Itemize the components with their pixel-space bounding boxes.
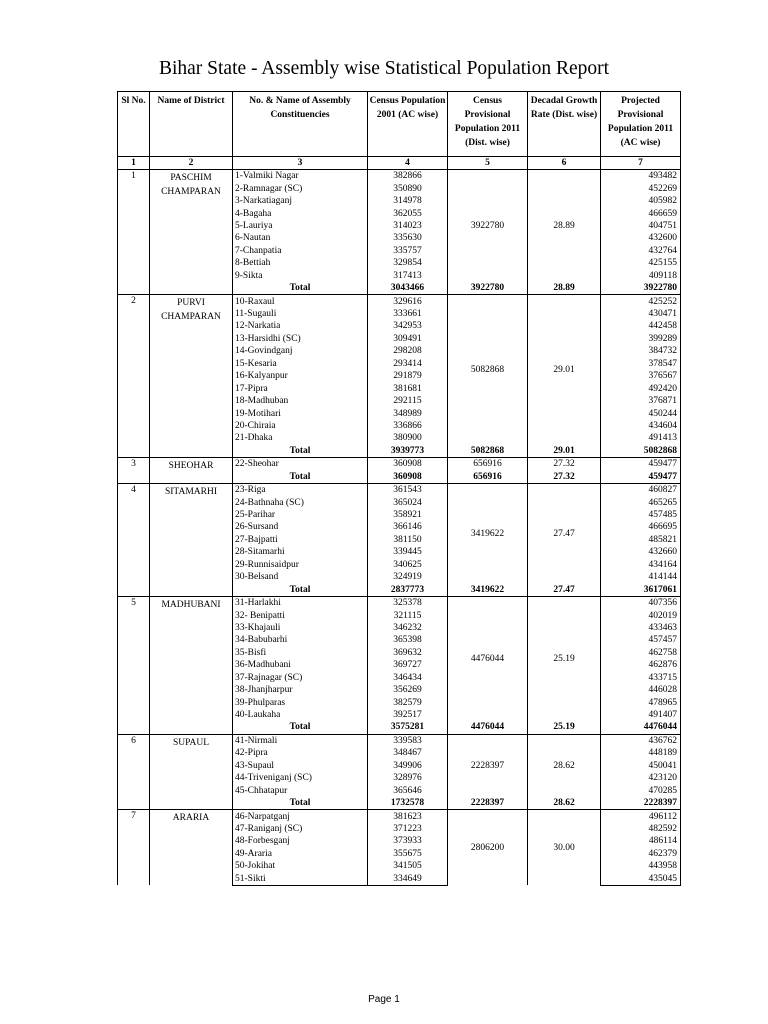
district-name: PASCHIM CHAMPARAN — [150, 170, 233, 295]
projected-value: 462876 — [601, 659, 681, 671]
constituency-name: 43-Supaul — [233, 760, 368, 772]
total-growth-rate: 28.62 — [528, 797, 601, 810]
projected-value: 450244 — [601, 407, 681, 419]
header-projected: Projected Provisional Population 2011 (AC wise) — [601, 92, 681, 157]
constituency-name: 37-Rajnagar (SC) — [233, 672, 368, 684]
census-2001-value: 392517 — [368, 709, 448, 721]
total-census-2001: 3575281 — [368, 721, 448, 734]
constituency-name: 15-Kesaria — [233, 358, 368, 370]
projected-value: 376567 — [601, 370, 681, 382]
census-2011-value: 2806200 — [448, 810, 528, 886]
projected-value: 384732 — [601, 345, 681, 357]
census-2001-value: 371223 — [368, 823, 448, 835]
header-sl: Sl No. — [118, 92, 150, 157]
census-2001-value: 348989 — [368, 407, 448, 419]
total-projected: 3922780 — [601, 282, 681, 295]
total-census-2001: 3043466 — [368, 282, 448, 295]
district-name: MADHUBANI — [150, 596, 233, 734]
projected-value: 435045 — [601, 873, 681, 886]
projected-value: 493482 — [601, 170, 681, 183]
census-2001-value: 339445 — [368, 546, 448, 558]
census-2001-value: 291879 — [368, 370, 448, 382]
district-sl-number: 5 — [118, 596, 150, 734]
projected-value: 430471 — [601, 308, 681, 320]
projected-value: 491413 — [601, 432, 681, 444]
total-census-2001: 1732578 — [368, 797, 448, 810]
growth-rate-value: 29.01 — [528, 295, 601, 445]
census-2001-value: 336866 — [368, 420, 448, 432]
constituency-name: 48-Forbesganj — [233, 835, 368, 847]
constituency-name: 26-Sursand — [233, 521, 368, 533]
census-2001-value: 381681 — [368, 382, 448, 394]
district-sl-number: 7 — [118, 810, 150, 886]
constituency-name: 47-Raniganj (SC) — [233, 823, 368, 835]
district-name: ARARIA — [150, 810, 233, 886]
census-2001-value: 369727 — [368, 659, 448, 671]
census-2001-value: 325378 — [368, 596, 448, 609]
projected-value: 434164 — [601, 559, 681, 571]
census-2001-value: 335630 — [368, 232, 448, 244]
projected-value: 376871 — [601, 395, 681, 407]
total-label: Total — [233, 583, 368, 596]
projected-value: 402019 — [601, 609, 681, 621]
census-2001-value: 328976 — [368, 772, 448, 784]
constituency-name: 13-Harsidhi (SC) — [233, 333, 368, 345]
district-sl-number: 3 — [118, 458, 150, 484]
census-2001-value: 365024 — [368, 496, 448, 508]
constituency-name: 42-Pipra — [233, 747, 368, 759]
census-2001-value: 366146 — [368, 521, 448, 533]
projected-value: 457457 — [601, 634, 681, 646]
table-body — [118, 170, 681, 886]
projected-value: 432600 — [601, 232, 681, 244]
constituency-name: 12-Narkatia — [233, 320, 368, 332]
census-2001-value: 360908 — [368, 458, 448, 471]
growth-rate-value: 28.62 — [528, 734, 601, 797]
projected-value: 466659 — [601, 207, 681, 219]
total-growth-rate: 27.32 — [528, 471, 601, 484]
constituency-name: 35-Bisfi — [233, 647, 368, 659]
census-2001-value: 356269 — [368, 684, 448, 696]
column-number: 1 — [118, 157, 150, 170]
district-sl-number: 1 — [118, 170, 150, 295]
projected-value: 452269 — [601, 182, 681, 194]
total-census-2001: 360908 — [368, 471, 448, 484]
total-projected: 2228397 — [601, 797, 681, 810]
header-growth-rate: Decadal Growth Rate (Dist. wise) — [528, 92, 601, 157]
census-2001-value: 349906 — [368, 760, 448, 772]
total-label: Total — [233, 445, 368, 458]
constituency-name: 23-Riga — [233, 483, 368, 496]
census-2001-value: 324919 — [368, 571, 448, 583]
census-2001-value: 340625 — [368, 559, 448, 571]
constituency-name: 38-Jhanjharpur — [233, 684, 368, 696]
total-projected: 3617061 — [601, 583, 681, 596]
projected-value: 414144 — [601, 571, 681, 583]
total-census-2001: 2837773 — [368, 583, 448, 596]
constituency-name: 31-Harlakhi — [233, 596, 368, 609]
total-growth-rate: 28.89 — [528, 282, 601, 295]
projected-value: 470285 — [601, 784, 681, 796]
constituency-name: 3-Narkatiaganj — [233, 195, 368, 207]
total-label: Total — [233, 797, 368, 810]
census-2001-value: 381623 — [368, 810, 448, 823]
growth-rate-value: 28.89 — [528, 170, 601, 282]
census-2001-value: 309491 — [368, 333, 448, 345]
constituency-name: 40-Laukaha — [233, 709, 368, 721]
constituency-name: 10-Raxaul — [233, 295, 368, 308]
constituency-name: 17-Pipra — [233, 382, 368, 394]
projected-value: 496112 — [601, 810, 681, 823]
header-census-2011: Census Provisional Population 2011 (Dist. wise) — [448, 92, 528, 157]
total-projected: 4476044 — [601, 721, 681, 734]
projected-value: 457485 — [601, 509, 681, 521]
projected-value: 486114 — [601, 835, 681, 847]
census-2001-value: 314978 — [368, 195, 448, 207]
district-name: SUPAUL — [150, 734, 233, 810]
constituency-name: 9-Sikta — [233, 270, 368, 282]
census-2011-value: 5082868 — [448, 295, 528, 445]
table-row — [118, 483, 681, 496]
header-census-2001: Census Population 2001 (AC wise) — [368, 92, 448, 157]
constituency-name: 28-Sitamarhi — [233, 546, 368, 558]
table-row — [118, 734, 681, 747]
report-title: Bihar State - Assembly wise Statistical Population Report — [158, 58, 610, 79]
constituency-name: 14-Govindganj — [233, 345, 368, 357]
census-2001-value: 380900 — [368, 432, 448, 444]
projected-value: 485821 — [601, 534, 681, 546]
constituency-name: 41-Nirmali — [233, 734, 368, 747]
census-2001-value: 292115 — [368, 395, 448, 407]
projected-value: 436762 — [601, 734, 681, 747]
census-2001-value: 361543 — [368, 483, 448, 496]
projected-value: 407356 — [601, 596, 681, 609]
census-2001-value: 381150 — [368, 534, 448, 546]
projected-value: 433715 — [601, 672, 681, 684]
constituency-name: 22-Sheohar — [233, 458, 368, 471]
column-number: 3 — [233, 157, 368, 170]
census-2001-value: 329854 — [368, 257, 448, 269]
census-2001-value: 355675 — [368, 848, 448, 860]
census-2011-value: 4476044 — [448, 596, 528, 721]
total-label: Total — [233, 721, 368, 734]
column-number-row — [118, 157, 681, 170]
total-census-2011: 656916 — [448, 471, 528, 484]
column-number: 2 — [150, 157, 233, 170]
growth-rate-value: 25.19 — [528, 596, 601, 721]
projected-value: 448189 — [601, 747, 681, 759]
projected-value: 446028 — [601, 684, 681, 696]
total-census-2011: 3922780 — [448, 282, 528, 295]
growth-rate-value: 27.47 — [528, 483, 601, 583]
projected-value: 491407 — [601, 709, 681, 721]
constituency-name: 39-Phulparas — [233, 696, 368, 708]
constituency-name: 33-Khajauli — [233, 622, 368, 634]
projected-value: 434604 — [601, 420, 681, 432]
constituency-name: 6-Nautan — [233, 232, 368, 244]
projected-value: 425155 — [601, 257, 681, 269]
total-growth-rate: 29.01 — [528, 445, 601, 458]
projected-value: 465265 — [601, 496, 681, 508]
projected-value: 423120 — [601, 772, 681, 784]
table-row — [118, 458, 681, 471]
table-row — [118, 170, 681, 183]
constituency-name: 34-Babubarhi — [233, 634, 368, 646]
census-2001-value: 369632 — [368, 647, 448, 659]
census-2001-value: 334649 — [368, 873, 448, 886]
total-growth-rate: 27.47 — [528, 583, 601, 596]
census-2001-value: 382866 — [368, 170, 448, 183]
total-projected: 5082868 — [601, 445, 681, 458]
header-constituency: No. & Name of Assembly Constituencies — [233, 92, 368, 157]
constituency-name: 51-Sikti — [233, 873, 368, 886]
total-growth-rate: 25.19 — [528, 721, 601, 734]
projected-value: 466695 — [601, 521, 681, 533]
constituency-name: 29-Runnisaidpur — [233, 559, 368, 571]
constituency-name: 30-Belsand — [233, 571, 368, 583]
projected-value: 425252 — [601, 295, 681, 308]
projected-value: 462379 — [601, 848, 681, 860]
census-2001-value: 329616 — [368, 295, 448, 308]
projected-value: 450041 — [601, 760, 681, 772]
population-table — [117, 91, 681, 886]
total-census-2011: 2228397 — [448, 797, 528, 810]
column-number: 5 — [448, 157, 528, 170]
district-name: PURVI CHAMPARAN — [150, 295, 233, 458]
growth-rate-value: 30.00 — [528, 810, 601, 886]
census-2001-value: 362055 — [368, 207, 448, 219]
constituency-name: 50-Jokihat — [233, 860, 368, 872]
header-district: Name of District — [150, 92, 233, 157]
projected-value: 460827 — [601, 483, 681, 496]
district-sl-number: 6 — [118, 734, 150, 810]
projected-value: 409118 — [601, 270, 681, 282]
constituency-name: 5-Lauriya — [233, 220, 368, 232]
projected-value: 432660 — [601, 546, 681, 558]
census-2001-value: 317413 — [368, 270, 448, 282]
constituency-name: 20-Chiraia — [233, 420, 368, 432]
constituency-name: 44-Triveniganj (SC) — [233, 772, 368, 784]
constituency-name: 1-Valmiki Nagar — [233, 170, 368, 183]
projected-value: 433463 — [601, 622, 681, 634]
total-census-2001: 3939773 — [368, 445, 448, 458]
constituency-name: 21-Dhaka — [233, 432, 368, 444]
header-row — [118, 92, 681, 157]
column-number: 7 — [601, 157, 681, 170]
census-2001-value: 342953 — [368, 320, 448, 332]
constituency-name: 46-Narpatganj — [233, 810, 368, 823]
projected-value: 442458 — [601, 320, 681, 332]
census-2001-value: 348467 — [368, 747, 448, 759]
total-label: Total — [233, 471, 368, 484]
district-sl-number: 2 — [118, 295, 150, 458]
projected-value: 404751 — [601, 220, 681, 232]
constituency-name: 2-Ramnagar (SC) — [233, 182, 368, 194]
census-2001-value: 365646 — [368, 784, 448, 796]
growth-rate-value: 27.32 — [528, 458, 601, 471]
census-2011-value: 656916 — [448, 458, 528, 471]
constituency-name: 36-Madhubani — [233, 659, 368, 671]
total-census-2011: 3419622 — [448, 583, 528, 596]
total-projected: 459477 — [601, 471, 681, 484]
census-2011-value: 3419622 — [448, 483, 528, 583]
constituency-name: 18-Madhuban — [233, 395, 368, 407]
page-number: Page 1 — [368, 994, 400, 1005]
census-2001-value: 373933 — [368, 835, 448, 847]
constituency-name: 11-Sugauli — [233, 308, 368, 320]
census-2011-value: 2228397 — [448, 734, 528, 797]
table-row — [118, 810, 681, 823]
census-2001-value: 314023 — [368, 220, 448, 232]
projected-value: 459477 — [601, 458, 681, 471]
census-2001-value: 346232 — [368, 622, 448, 634]
district-name: SITAMARHI — [150, 483, 233, 596]
census-2001-value: 346434 — [368, 672, 448, 684]
projected-value: 482592 — [601, 823, 681, 835]
constituency-name: 25-Parihar — [233, 509, 368, 521]
total-census-2011: 5082868 — [448, 445, 528, 458]
projected-value: 378547 — [601, 358, 681, 370]
table-row — [118, 596, 681, 609]
projected-value: 492420 — [601, 382, 681, 394]
column-number: 4 — [368, 157, 448, 170]
census-2001-value: 382579 — [368, 696, 448, 708]
total-label: Total — [233, 282, 368, 295]
projected-value: 443958 — [601, 860, 681, 872]
projected-value: 462758 — [601, 647, 681, 659]
constituency-name: 32- Benipatti — [233, 609, 368, 621]
projected-value: 432764 — [601, 245, 681, 257]
column-number: 6 — [528, 157, 601, 170]
census-2001-value: 333661 — [368, 308, 448, 320]
constituency-name: 4-Bagaha — [233, 207, 368, 219]
constituency-name: 7-Chanpatia — [233, 245, 368, 257]
constituency-name: 49-Araria — [233, 848, 368, 860]
census-2001-value: 298208 — [368, 345, 448, 357]
district-name: SHEOHAR — [150, 458, 233, 484]
total-census-2011: 4476044 — [448, 721, 528, 734]
projected-value: 478965 — [601, 696, 681, 708]
census-2001-value: 350890 — [368, 182, 448, 194]
census-2011-value: 3922780 — [448, 170, 528, 282]
constituency-name: 16-Kalyanpur — [233, 370, 368, 382]
census-2001-value: 335757 — [368, 245, 448, 257]
census-2001-value: 358921 — [368, 509, 448, 521]
constituency-name: 45-Chhatapur — [233, 784, 368, 796]
census-2001-value: 341505 — [368, 860, 448, 872]
constituency-name: 19-Motihari — [233, 407, 368, 419]
table-row — [118, 295, 681, 308]
census-2001-value: 293414 — [368, 358, 448, 370]
census-2001-value: 339583 — [368, 734, 448, 747]
district-sl-number: 4 — [118, 483, 150, 596]
constituency-name: 24-Bathnaha (SC) — [233, 496, 368, 508]
census-2001-value: 321115 — [368, 609, 448, 621]
constituency-name: 27-Bajpatti — [233, 534, 368, 546]
projected-value: 405982 — [601, 195, 681, 207]
projected-value: 399289 — [601, 333, 681, 345]
census-2001-value: 365398 — [368, 634, 448, 646]
constituency-name: 8-Bettiah — [233, 257, 368, 269]
